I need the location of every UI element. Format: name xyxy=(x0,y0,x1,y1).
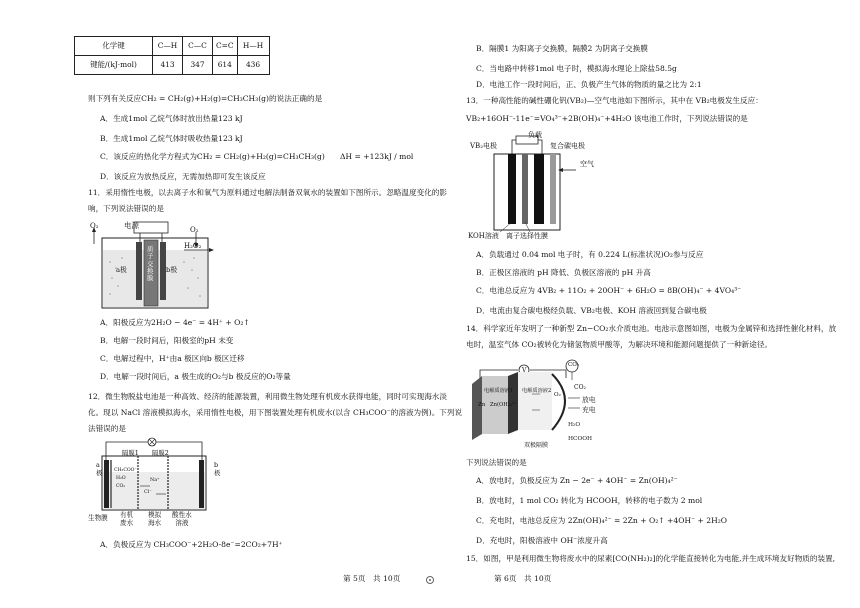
q14-option-d: D．充电时，阳极溶液中 OH⁻浓度升高 xyxy=(476,536,608,545)
q11-h2o2-label: H₂O₂ xyxy=(184,242,202,250)
q12-option-c: C．当电路中转移1mol 电子时，模拟海水理论上除盐58.5g xyxy=(476,64,677,73)
q13-koh-label: KOH溶液 xyxy=(468,232,499,240)
table-cell: 614 xyxy=(213,56,238,75)
table-cell: 436 xyxy=(237,56,269,75)
bond-energy-table xyxy=(74,36,270,75)
q12-stem-2: 化。现以 NaCl 溶液模拟海水，采用惰性电极，用下图装置处理有机废水(以含 CH₃COO⁻的溶液为例)。下列说 xyxy=(88,408,463,417)
q13-stem-2: VB₂+16OH⁻-11e⁻=VO₄³⁻+2B(OH)₄⁻+4H₂O 该电池工作时，下列说法错误的是 xyxy=(466,114,748,123)
q11-option-a: A．阳极反应为2H₂O − 4e⁻ = 4H⁺ + O₂↑ xyxy=(100,318,250,327)
q10-stem: 则下列有关反应CH₂ = CH₂(g)+H₂(g)=CH₃CH₃(g)的说法正确的是 xyxy=(88,94,323,103)
q13-membrane-label: 离子选择性膜 xyxy=(506,232,548,240)
q13-vb2-label: VB₂电极 xyxy=(470,142,498,150)
table-cell: C—C xyxy=(183,37,213,56)
q11-o2-left-label: O₂ xyxy=(90,222,99,230)
q12-option-a: A．负极反应为 CH₃COO⁻+2H₂O-8e⁻=2CO₂+7H⁺ xyxy=(100,540,283,549)
q12-electrode-b xyxy=(199,460,204,508)
q14-solution-2 xyxy=(518,372,552,430)
q11-option-b: B．电解一段时间后，阳极室的pH 未变 xyxy=(100,336,234,345)
q14-catalyst-electrode xyxy=(552,374,565,430)
q12-h2o-label: H₂O xyxy=(116,476,126,481)
q12-organic-label: 有机 废水 xyxy=(120,511,134,527)
table-cell: 347 xyxy=(183,56,213,75)
q14-co2-top-label: CO₂ xyxy=(568,362,580,368)
q11-o2-right-label: O₂ xyxy=(190,226,199,234)
q13-carbon-electrode xyxy=(534,154,544,224)
q14-lead: 下列说法错误的是 xyxy=(466,458,527,467)
q12-option-b: B．隔膜1 为阳离子交换膜，隔膜2 为阴离子交换膜 xyxy=(476,44,648,53)
table-row xyxy=(75,37,270,56)
q13-composite-label: 复合碳电极 xyxy=(550,142,585,150)
table-cell: 化学键 xyxy=(75,37,153,56)
right-page xyxy=(430,0,860,588)
q10-option-d: D．该反应为放热反应，无需加热即可发生该反应 xyxy=(100,172,266,181)
q12-biofilm-label: 生物膜 xyxy=(88,514,108,522)
q12-acid-label: 酸性水 溶液 xyxy=(172,511,192,527)
table-cell: C—H xyxy=(153,37,183,56)
q14-option-a: A．放电时，负极反应为 Zn − 2e⁻ + 4OH⁻ = Zn(OH)₄²⁻ xyxy=(476,476,678,485)
q10-option-c: C．该反应的热化学方程式为CH₂ = CH₂(g)+H₂(g)=CH₃CH₃(g) ΔH = +123kJ / mol xyxy=(100,152,414,161)
q14-voltmeter-label: V xyxy=(522,367,527,374)
right-page-number: 第 6页 共 10页 xyxy=(494,574,552,583)
q13-option-b: B．正极区溶液的 pH 降低、负极区溶液的 pH 升高 xyxy=(476,268,651,277)
q12-ch3coo-label: CH₃COO⁻ xyxy=(114,468,137,473)
q13-option-a: A．负载通过 0.04 mol 电子时，有 0.224 L(标准状况)O₂参与反应 xyxy=(476,250,704,259)
q13-option-c: C．电池总反应为 4VB₂ + 11O₂ + 20OH⁻ + 6H₂O = 8B(OH)₄⁻ + 4VO₄³⁻ xyxy=(476,286,742,295)
q10-option-a: A．生成1mol 乙烷气体时放出热量123 kJ xyxy=(100,114,243,123)
table-cell: H—H xyxy=(237,37,269,56)
q12-mem2-label: 隔膜2 xyxy=(152,449,169,457)
q11-membrane-label: 质 子 交 换 膜 xyxy=(147,245,154,283)
q11-option-c: C．电解过程中，H⁺由a 极区向b 极区迁移 xyxy=(100,354,245,363)
q14-discharge-label: 放电 xyxy=(582,396,596,404)
q12-option-d: D．电池工作一段时间后，正、负极产生气体的物质的量之比为 2:1 xyxy=(476,80,702,89)
q11-power-box xyxy=(134,222,168,233)
q14-hcooh-label: HCOOH xyxy=(568,436,593,442)
q14-h2o-label: H₂O xyxy=(568,422,581,428)
q12-seawater-label: 模拟 海水 xyxy=(148,511,162,527)
q10-option-b: B．生成1mol 乙烷气体时吸收热量123 kJ xyxy=(100,134,243,143)
q13-option-d: D．电流由复合碳电极经负载、VB₂电极、KOH 溶液回到复合碳电极 xyxy=(476,306,707,315)
q15-stem: 15．如图，甲是利用微生物将废水中的尿素[CO(NH₂)₂]的化学能直接转化为电能,并生成环境友好物质的装置, xyxy=(466,554,836,563)
q14-stem-2: 电时，温室气体 CO₂被转化为储氢物质甲酸等，为解决环境和能源问题提供了一种新途径。 xyxy=(466,340,773,349)
table-cell: C=C xyxy=(213,37,238,56)
q11-option-d: D．电解一段时间后，a 极生成的O₂与b 极反应的O₂等量 xyxy=(100,372,291,381)
q11-stem-2: 响，下列说法错误的是 xyxy=(88,204,164,213)
q14-zn-label: Zn xyxy=(478,402,486,408)
q12-stem-1: 12．微生物脱盐电池是一种高效、经济的能源装置，利用微生物处理有机废水获得电能，同时可实现海水淡 xyxy=(88,392,447,401)
q13-stem-1: 13．一种高性能的碱性硼化钒(VB₂)—空气电池如下图所示，其中在 VB₂电极发生反应： xyxy=(466,96,763,105)
q14-sol1-label: 电解质溶液1 xyxy=(484,388,514,394)
q12-co2-label: CO₂ xyxy=(116,484,126,489)
q14-znoh-label: Zn(OH)₄²⁻ xyxy=(490,402,517,408)
q14-option-b: B．放电时，1 mol CO₂ 转化为 HCOOH，转移的电子数为 2 mol xyxy=(476,496,703,505)
q12-electrode-a xyxy=(104,460,109,508)
q13-ion-membrane xyxy=(522,154,528,224)
q14-bipolar-label: 双极隔膜 xyxy=(524,442,549,449)
q14-o2-label: O₂ xyxy=(554,392,561,398)
q14-sol2-label: 电解质溶液2 xyxy=(522,388,552,394)
q14-stem-1: 14．科学家近年发明了一种新型 Zn−CO₂水介质电池。电池示意图如图，电极为金属锌和选择性催化材料，放 xyxy=(466,324,837,333)
q12-stem-3: 法错误的是 xyxy=(88,424,126,433)
q11-electrode-a xyxy=(136,242,142,300)
q13-air-label: 空气 xyxy=(580,160,594,168)
q14-option-c: C．充电时，电池总反应为 2Zn(OH)₄²⁻ = 2Zn + O₂↑ +4OH⁻ + 2H₂O xyxy=(476,516,728,525)
q13-vb2-electrode xyxy=(508,154,516,224)
q12-b-label: b 极 xyxy=(214,461,221,477)
table-row xyxy=(75,56,270,75)
q13-load-label: 负载 xyxy=(528,131,542,139)
q11-stem-1: 11．采用惰性电极，以去离子水和氧气为原料通过电解法制备双氧水的装置如下图所示。忽略温度变化的影 xyxy=(88,188,447,197)
q12-na-label: Na⁺ xyxy=(150,478,160,483)
left-page-number: 第 5页 共 10页 xyxy=(343,574,401,583)
q12-cl-label: Cl⁻ xyxy=(144,490,152,495)
q12-biofilm xyxy=(110,460,112,508)
q11-b-label: b极 xyxy=(166,266,178,274)
table-cell: 键能/(kJ·mol) xyxy=(75,56,153,75)
q12-a-label: a 极 xyxy=(96,461,103,477)
q11-power-label: 电源 xyxy=(124,221,139,230)
q14-charge-label: 充电 xyxy=(582,406,596,414)
q11-a-label: a极 xyxy=(116,266,127,274)
q14-co2-label: CO₂ xyxy=(574,384,586,391)
q12-mem1-label: 隔膜1 xyxy=(122,449,139,457)
table-cell: 413 xyxy=(153,56,183,75)
